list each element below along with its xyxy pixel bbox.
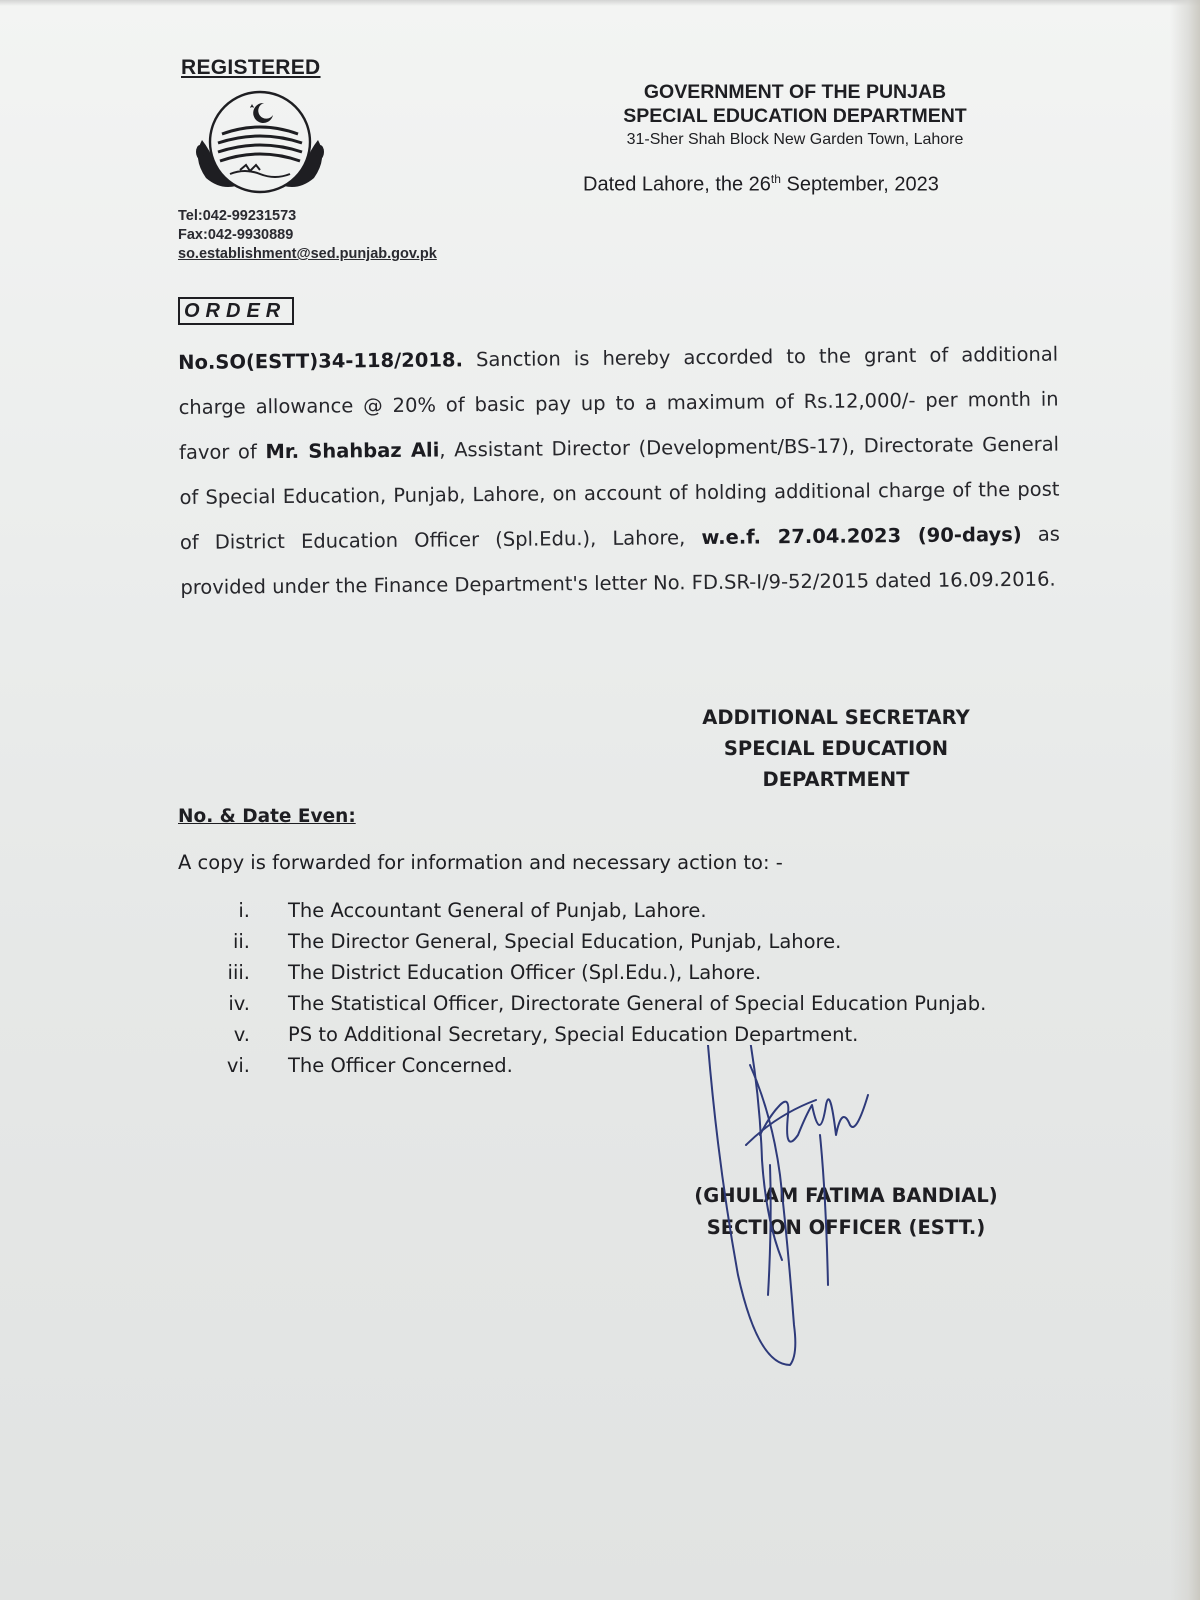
signatory-name: (GHULAM FATIMA BANDIAL) <box>694 1184 998 1207</box>
letter-date <box>583 172 939 197</box>
list-item <box>200 926 986 957</box>
date-prefix: Dated Lahore, the 26 <box>583 173 771 196</box>
list-item <box>200 895 986 926</box>
list-item-number: ii. <box>232 930 250 953</box>
date-ordinal: th <box>770 172 781 186</box>
list-item-text: PS to Additional Secretary, Special Education Department. <box>288 1023 859 1046</box>
order-text-2: , Assistant Director (Development/BS-17), Directorate General of Special Education, Punjab, Lahore, on account of holding additional charge of the post of District Education Officer (Spl.Edu.), Lahore, <box>179 432 1060 554</box>
list-item-text: The Director General, Special Education, Punjab, Lahore. <box>288 930 842 953</box>
list-item <box>200 988 986 1019</box>
authority-line-1: ADDITIONAL SECRETARY <box>702 706 970 729</box>
telephone-number: Tel:042-99231573 <box>178 208 297 224</box>
contact-block <box>178 207 437 264</box>
distribution-heading: No. & Date Even: <box>178 806 356 827</box>
signatory-designation: SECTION OFFICER (ESTT.) <box>706 1216 986 1239</box>
authority-line-2: SPECIAL EDUCATION <box>723 737 949 760</box>
page-top-shadow <box>0 0 1200 6</box>
letterhead-title <box>570 80 1020 128</box>
department-address: 31-Sher Shah Block New Garden Town, Lahore <box>626 131 964 148</box>
list-item-text: The District Education Officer (Spl.Edu.), Lahore. <box>288 961 762 984</box>
registered-label: REGISTERED <box>181 56 321 79</box>
department-name: SPECIAL EDUCATION DEPARTMENT <box>623 105 967 127</box>
list-item-number: iii. <box>227 961 250 984</box>
distribution-intro: A copy is forwarded for information and necessary action to: - <box>178 851 783 874</box>
order-reference-number: No.SO(ESTT)34-118/2018. <box>178 348 464 374</box>
list-item-number: vi. <box>226 1054 250 1077</box>
list-item-text: The Officer Concerned. <box>288 1054 513 1077</box>
officer-name: Mr. Shahbaz Ali <box>265 438 440 464</box>
order-heading: ORDER <box>178 297 294 325</box>
list-item-number: iv. <box>228 992 250 1015</box>
authority-line-3: DEPARTMENT <box>762 768 910 791</box>
email-link[interactable]: so.establishment@sed.punjab.gov.pk <box>178 246 437 262</box>
fax-number: Fax:042-9930889 <box>178 227 294 243</box>
list-item-text: The Accountant General of Punjab, Lahore. <box>288 899 707 922</box>
list-item-number: i. <box>238 899 250 922</box>
list-item-number: v. <box>233 1023 250 1046</box>
list-item-text: The Statistical Officer, Directorate General of Special Education Punjab. <box>288 992 987 1015</box>
authority-block <box>686 702 986 795</box>
list-item <box>200 957 986 988</box>
effective-date: w.e.f. 27.04.2023 (90-days) <box>701 522 1022 549</box>
date-suffix: September, 2023 <box>780 173 939 196</box>
order-text-3: as provided under the Finance Department's letter No. FD.SR-I/9-52/2015 dated 16.09.2016. <box>180 522 1061 599</box>
paper-edge <box>1170 0 1200 1600</box>
handwritten-signature <box>700 1045 900 1380</box>
punjab-emblem-icon <box>190 90 336 202</box>
order-text-1: Sanction is hereby accorded to the grant of additional charge allowance @ 20% of basic pay up to a maximum of Rs.12,000/- per month in favor of <box>178 342 1059 464</box>
government-name: GOVERNMENT OF THE PUNJAB <box>643 81 947 103</box>
order-body <box>178 332 1061 610</box>
